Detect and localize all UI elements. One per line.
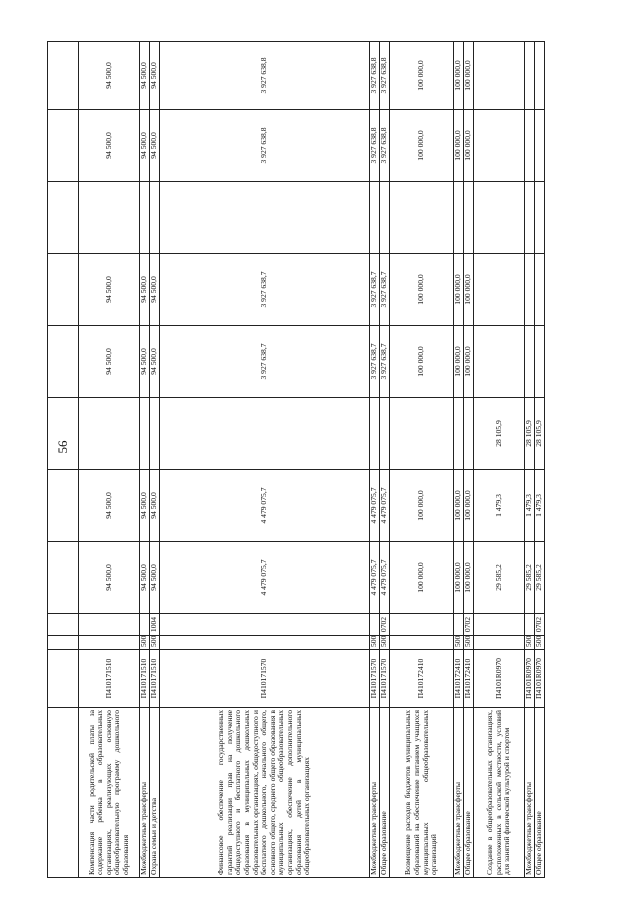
total-year3-cell: 94 500,0: [79, 110, 140, 182]
federal-year2-cell: [160, 182, 370, 254]
total-year3-cell: 3 927 638,8: [160, 110, 370, 182]
section-cell: [140, 614, 150, 636]
total-year1-cell: 29 585,2: [525, 542, 535, 614]
row-name-cell: Межбюджетные трансферты: [370, 708, 380, 878]
regional-year3-cell: [48, 42, 79, 110]
total-year3-cell: 100 000,0: [390, 110, 454, 182]
table-row: [48, 42, 79, 878]
regional-year3-cell: 94 500,0: [150, 42, 160, 110]
total-year3-cell: 94 500,0: [150, 110, 160, 182]
federal-year1-cell: 28 105,9: [535, 398, 545, 470]
regional-year2-cell: 94 500,0: [150, 254, 160, 326]
regional-year1-cell: 94 500,0: [79, 470, 140, 542]
target-article-cell: П410171510: [150, 650, 160, 708]
section-cell: [454, 614, 464, 636]
regional-year1-cell: 4 479 075,7: [370, 470, 380, 542]
federal-year2-cell: [525, 182, 535, 254]
total-year3-cell: [535, 110, 545, 182]
target-article-cell: П410172410: [390, 650, 454, 708]
target-article-cell: П410171570: [370, 650, 380, 708]
expense-type-cell: 500: [150, 636, 160, 650]
target-article-cell: П410172410: [464, 650, 474, 708]
regional-year1-cell: 94 500,0: [150, 470, 160, 542]
federal-year1-cell: [464, 398, 474, 470]
budget-table-body: [48, 42, 545, 878]
total-year3-cell: [48, 110, 79, 182]
total-year3-cell: 3 927 638,8: [380, 110, 390, 182]
regional-year3-cell: 100 000,0: [390, 42, 454, 110]
regional-year3-cell: 100 000,0: [464, 42, 474, 110]
regional-year2-cell: 100 000,0: [464, 254, 474, 326]
page-number: 56: [55, 440, 70, 454]
regional-year1-cell: 1 479,3: [525, 470, 535, 542]
target-article-cell: П410171510: [79, 650, 140, 708]
table-row: [140, 42, 150, 878]
total-year2-cell: 100 000,0: [454, 326, 464, 398]
row-name-cell: Финансовое обеспечение государственных гарантий реализации прав на получение общедоступного и бесплатного дошкольного образования в муниципальных дошкольных образовательных организациях, общедоступного и бесплатного дошкольного, начального общего, основного общего, среднего общего образования в муниципальных общеобразовательных организациях, обеспечение дополнительного образования детей в муниципальных общеобразовательных организациях: [160, 708, 370, 878]
target-article-cell: [48, 650, 79, 708]
regional-year2-cell: [48, 254, 79, 326]
regional-year1-cell: 100 000,0: [464, 470, 474, 542]
table-row: [464, 42, 474, 878]
federal-year1-cell: 28 105,9: [474, 398, 525, 470]
expense-type-cell: 500: [525, 636, 535, 650]
regional-year1-cell: [48, 470, 79, 542]
total-year3-cell: [525, 110, 535, 182]
target-article-cell: П410171510: [140, 650, 150, 708]
budget-table: [47, 41, 545, 878]
regional-year3-cell: 3 927 638,8: [370, 42, 380, 110]
section-cell: 0702: [380, 614, 390, 636]
federal-year2-cell: [474, 182, 525, 254]
expense-type-cell: 500: [535, 636, 545, 650]
total-year2-cell: 3 927 638,7: [380, 326, 390, 398]
total-year2-cell: [48, 326, 79, 398]
total-year2-cell: 94 500,0: [79, 326, 140, 398]
rotated-table-container: [47, 42, 544, 878]
target-article-cell: П410171570: [160, 650, 370, 708]
regional-year3-cell: 3 927 638,8: [160, 42, 370, 110]
federal-year2-cell: [48, 182, 79, 254]
expense-type-cell: [474, 636, 525, 650]
federal-year2-cell: [535, 182, 545, 254]
regional-year3-cell: [535, 42, 545, 110]
expense-type-cell: 500: [370, 636, 380, 650]
target-article-cell: П4101R0970: [535, 650, 545, 708]
total-year1-cell: 4 479 075,7: [380, 542, 390, 614]
regional-year2-cell: [474, 254, 525, 326]
federal-year2-cell: [390, 182, 454, 254]
federal-year2-cell: [380, 182, 390, 254]
total-year1-cell: 94 500,0: [140, 542, 150, 614]
total-year1-cell: 100 000,0: [464, 542, 474, 614]
federal-year2-cell: [464, 182, 474, 254]
total-year1-cell: 29 585,2: [535, 542, 545, 614]
federal-year1-cell: 28 105,9: [525, 398, 535, 470]
regional-year3-cell: [525, 42, 535, 110]
table-row: [370, 42, 380, 878]
federal-year2-cell: [454, 182, 464, 254]
regional-year2-cell: [535, 254, 545, 326]
table-row: [160, 42, 370, 878]
total-year1-cell: 100 000,0: [454, 542, 464, 614]
total-year3-cell: [474, 110, 525, 182]
total-year2-cell: 3 927 638,7: [160, 326, 370, 398]
regional-year2-cell: 3 927 638,7: [370, 254, 380, 326]
federal-year2-cell: [140, 182, 150, 254]
section-cell: [370, 614, 380, 636]
federal-year1-cell: [370, 398, 380, 470]
section-cell: [390, 614, 454, 636]
total-year1-cell: 29 585,2: [474, 542, 525, 614]
total-year3-cell: 100 000,0: [464, 110, 474, 182]
federal-year1-cell: [79, 398, 140, 470]
expense-type-cell: [160, 636, 370, 650]
total-year3-cell: 3 927 638,8: [370, 110, 380, 182]
federal-year1-cell: [140, 398, 150, 470]
row-name-cell: Создание в общеобразовательных организациях, расположенных в сельской местности, условий для занятий физической культурой и спортом: [474, 708, 525, 878]
total-year1-cell: 94 500,0: [79, 542, 140, 614]
regional-year2-cell: 100 000,0: [390, 254, 454, 326]
expense-type-cell: [48, 636, 79, 650]
total-year3-cell: 94 500,0: [140, 110, 150, 182]
row-name-cell: Компенсация части родительской платы за содержание ребенка в образовательных организациях, реализующих основную общеобразовательную программу дошкольного образования: [79, 708, 140, 878]
regional-year3-cell: 94 500,0: [140, 42, 150, 110]
federal-year2-cell: [150, 182, 160, 254]
federal-year1-cell: [150, 398, 160, 470]
total-year2-cell: 100 000,0: [390, 326, 454, 398]
table-row: [79, 42, 140, 878]
expense-type-cell: [390, 636, 454, 650]
row-name-cell: Межбюджетные трансферты: [454, 708, 464, 878]
federal-year1-cell: [160, 398, 370, 470]
target-article-cell: П410171570: [380, 650, 390, 708]
total-year2-cell: 3 927 638,7: [370, 326, 380, 398]
table-row: [535, 42, 545, 878]
row-name-cell: [48, 708, 79, 878]
row-name-cell: Возмещение расходов бюджетов муниципальных образований на обеспечение питанием учащихся муниципальных общеобразовательных организаций: [390, 708, 454, 878]
section-cell: 0702: [464, 614, 474, 636]
row-name-cell: Межбюджетные трансферты: [525, 708, 535, 878]
federal-year2-cell: [370, 182, 380, 254]
regional-year3-cell: [474, 42, 525, 110]
regional-year2-cell: [525, 254, 535, 326]
expense-type-cell: 500: [454, 636, 464, 650]
total-year1-cell: [48, 542, 79, 614]
regional-year2-cell: 3 927 638,7: [380, 254, 390, 326]
total-year2-cell: [474, 326, 525, 398]
total-year3-cell: 100 000,0: [454, 110, 464, 182]
regional-year3-cell: 3 927 638,8: [380, 42, 390, 110]
regional-year2-cell: 100 000,0: [454, 254, 464, 326]
target-article-cell: П410172410: [454, 650, 464, 708]
expense-type-cell: [79, 636, 140, 650]
section-cell: [160, 614, 370, 636]
total-year2-cell: 100 000,0: [464, 326, 474, 398]
target-article-cell: П4101R0970: [474, 650, 525, 708]
section-cell: [525, 614, 535, 636]
table-row: [150, 42, 160, 878]
section-cell: [79, 614, 140, 636]
row-name-cell: Общее образование: [464, 708, 474, 878]
budget-table-frame: [47, 42, 544, 878]
row-name-cell: Общее образование: [380, 708, 390, 878]
regional-year3-cell: 100 000,0: [454, 42, 464, 110]
total-year1-cell: 4 479 075,7: [370, 542, 380, 614]
row-name-cell: Общее образование: [535, 708, 545, 878]
row-name-cell: Межбюджетные трансферты: [140, 708, 150, 878]
regional-year1-cell: 1 479,3: [474, 470, 525, 542]
regional-year2-cell: 94 500,0: [140, 254, 150, 326]
regional-year1-cell: 4 479 075,7: [380, 470, 390, 542]
total-year1-cell: 100 000,0: [390, 542, 454, 614]
section-cell: 1004: [150, 614, 160, 636]
regional-year3-cell: 94 500,0: [79, 42, 140, 110]
regional-year2-cell: 94 500,0: [79, 254, 140, 326]
row-name-cell: Охрана семьи и детства: [150, 708, 160, 878]
federal-year1-cell: [454, 398, 464, 470]
federal-year1-cell: [48, 398, 79, 470]
section-cell: 0702: [535, 614, 545, 636]
regional-year2-cell: 3 927 638,7: [160, 254, 370, 326]
total-year2-cell: [535, 326, 545, 398]
target-article-cell: П4101R0970: [525, 650, 535, 708]
regional-year1-cell: 94 500,0: [140, 470, 150, 542]
federal-year2-cell: [79, 182, 140, 254]
table-row: [380, 42, 390, 878]
expense-type-cell: 500: [464, 636, 474, 650]
total-year1-cell: 94 500,0: [150, 542, 160, 614]
regional-year1-cell: 100 000,0: [390, 470, 454, 542]
federal-year1-cell: [380, 398, 390, 470]
section-cell: [474, 614, 525, 636]
regional-year1-cell: 1 479,3: [535, 470, 545, 542]
expense-type-cell: 500: [140, 636, 150, 650]
section-cell: [48, 614, 79, 636]
total-year2-cell: 94 500,0: [150, 326, 160, 398]
table-row: [454, 42, 464, 878]
total-year2-cell: [525, 326, 535, 398]
total-year2-cell: 94 500,0: [140, 326, 150, 398]
regional-year1-cell: 100 000,0: [454, 470, 464, 542]
table-row: [390, 42, 454, 878]
regional-year1-cell: 4 479 075,7: [160, 470, 370, 542]
table-row: [525, 42, 535, 878]
table-row: [474, 42, 525, 878]
expense-type-cell: 500: [380, 636, 390, 650]
total-year1-cell: 4 479 075,7: [160, 542, 370, 614]
federal-year1-cell: [390, 398, 454, 470]
